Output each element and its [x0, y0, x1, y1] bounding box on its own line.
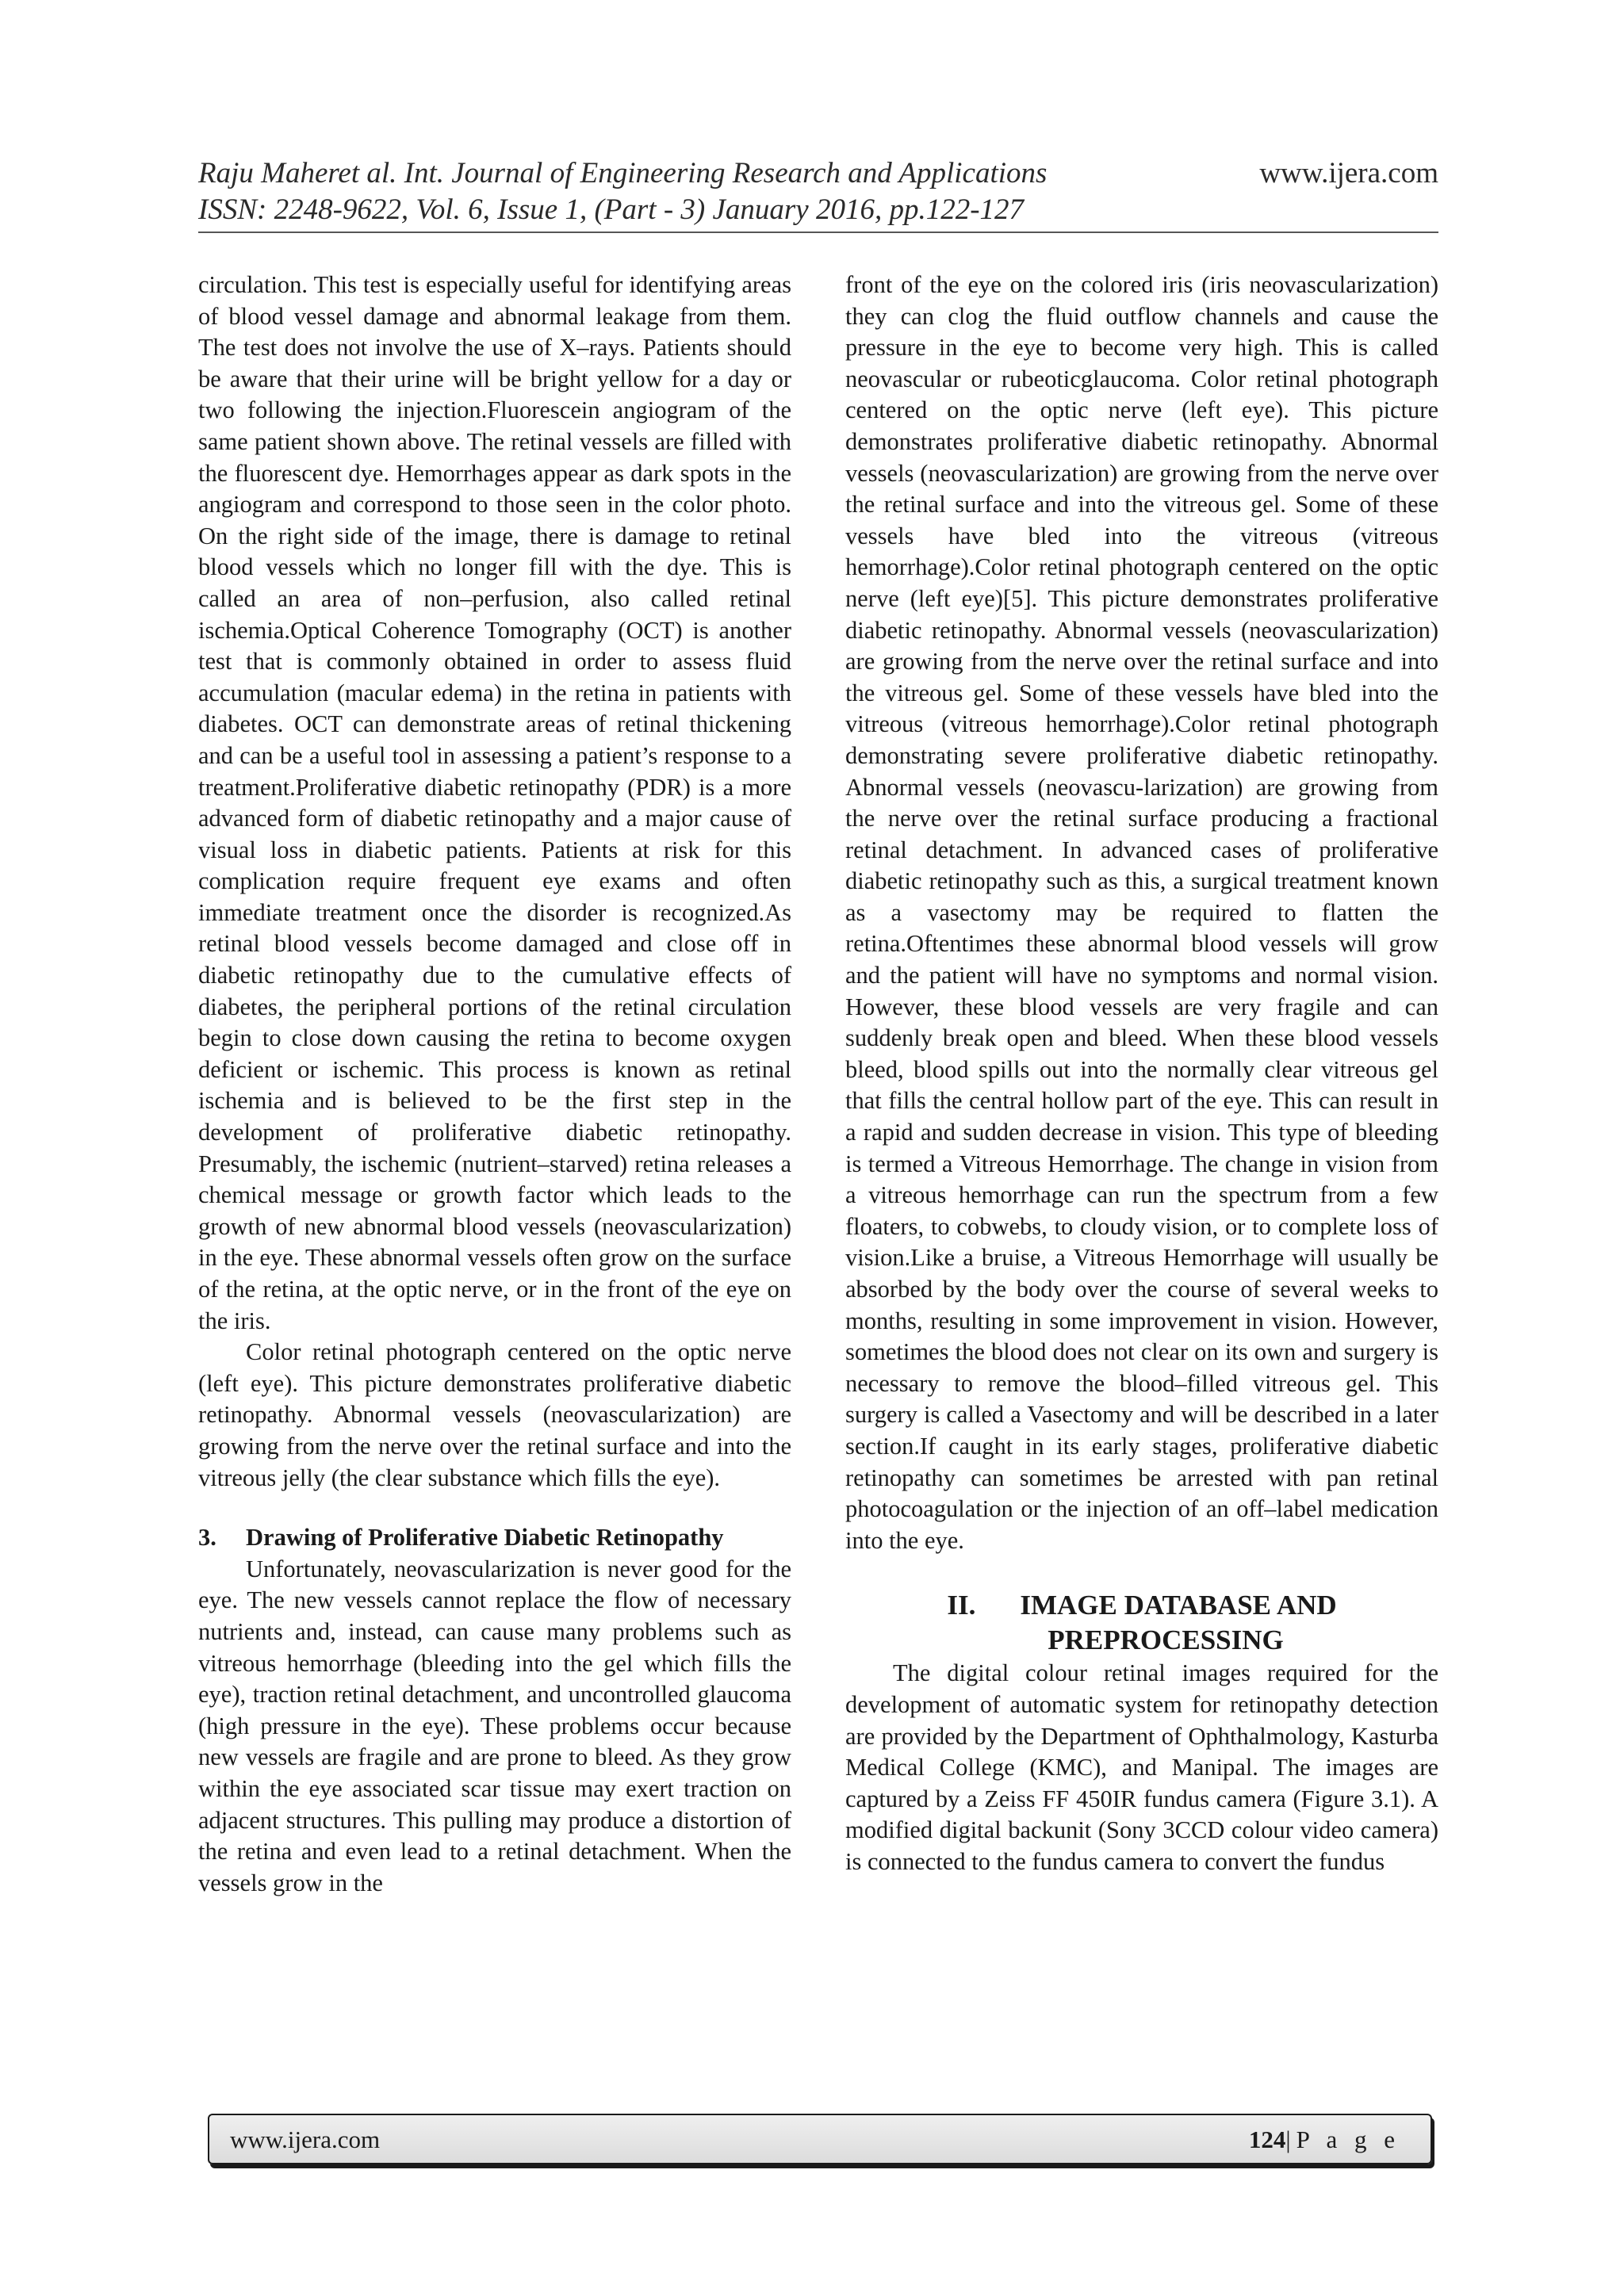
body-paragraph: The digital colour retinal images required for the development of automatic system for retinopathy detection are provided by the Department of Ophthalmology, Kasturba Medical College (KMC), and Manipal. The images are captured by a Zeiss FF 450IR fundus camera (Figure 3.1). A modified digital backunit (Sony 3CCD colour video camera) is connected to the fundus camera to convert the fundus	[845, 1659, 1438, 1875]
body-paragraph: Unfortunately, neovascularization is never good for the eye. The new vessels cannot replace the flow of necessary nutrients and, instead, can cause many problems such as vitreous hemorrhage (bleeding into the gel which fills the eye), traction retinal detachment, and uncontrolled glaucoma (high pressure in the eye). These problems occur because new vessels are fragile and are prone to bleed. As they grow within the eye associated scar tissue may exert traction on adjacent structures. This pulling may produce a distortion of the retina and even lead to a retinal detachment. When the vessels grow in the	[198, 1555, 791, 1896]
body-paragraph: circulation. This test is especially useful for identifying areas of blood vessel damage and abnormal leakage from them. The test does not involve the use of X–rays. Patients should be aware that their urine will be bright yellow for a day or two following the injection.Fluorescein angiogram of the same patient shown above. The retinal vessels are filled with the fluorescent dye. Hemorrhages appear as dark spots in the angiogram and correspond to those seen in the color photo. On the right side of the image, there is damage to retinal blood vessels which no longer fill with the dye. This is called an area of non–perfusion, also called retinal ischemia.Optical Coherence Tomography (OCT) is another test that is commonly obtained in order to assess fluid accumulation (macular edema) in the retina in patients with diabetes. OCT can demonstrate areas of retinal thickening and can be a useful tool in assessing a patient’s response to a treatment.Proliferative diabetic retinopathy (PDR) is a more advanced form of diabetic retinopathy and a major cause of visual loss in diabetic patients. Patients at risk for this complication require frequent eye exams and often immediate treatment once the disorder is recognized.As retinal blood vessels become damaged and close off in diabetic retinopathy due to the cumulative effects of diabetes, the peripheral portions of the retinal circulation begin to close down causing the retina to become oxygen deficient or ischemic. This process is known as retinal ischemia and is believed to be the first step in the development of proliferative diabetic retinopathy. Presumably, the ischemic (nutrient–starved) retina releases a chemical message or growth factor which leads to the growth of new abnormal blood vessels (neovascularization) in the eye. These abnormal vessels often grow on the surface of the retina, at the optic nerve, or in the front of the eye on the iris.	[198, 271, 791, 1334]
header-citation-line-1: Raju Maheret al. Int. Journal of Engineering Research and Applications	[198, 157, 1048, 189]
page-number: 124	[1248, 2126, 1286, 2153]
body-paragraph: front of the eye on the colored iris (iris neovascularization) they can clog the fluid outflow channels and cause the pressure in the eye to become very high. This is called neovascular or rubeoticglaucoma. Color retinal photograph centered on the optic nerve (left eye). This picture demonstrates proliferative diabetic retinopathy. Abnormal vessels (neovascularization) are growing from the nerve over the retinal surface and into the vitreous gel. Some of these vessels have bled into the vitreous (vitreous hemorrhage).Color retinal photograph centered on the optic nerve (left eye)[5]. This picture demonstrates proliferative diabetic retinopathy. Abnormal vessels (neovascularization) are growing from the nerve over the retinal surface and into the vitreous gel. Some of these vessels have bled into the vitreous (vitreous hemorrhage).Color retinal photograph demonstrating severe proliferative diabetic retinopathy. Abnormal vessels (neovascu-larization) are growing from the nerve over the retinal surface producing a fractional retinal detachment. In advanced cases of proliferative diabetic retinopathy such as this, a surgical treatment known as a vasectomy may be required to flatten the retina.Oftentimes these abnormal blood vessels will grow and the patient will have no symptoms and normal vision. However, these blood vessels are very fragile and can suddenly break open and bleed. When these blood vessels bleed, blood spills out into the normally clear vitreous gel that fills the central hollow part of the eye. This can result in a rapid and sudden decrease in vision. This type of bleeding is termed a Vitreous Hemorrhage. The change in vision from a vitreous hemorrhage can run the spectrum from a few floaters, to cobwebs, to cloudy vision, or to complete loss of vision.Like a bruise, a Vitreous Hemorrhage will usually be absorbed by the body over the course of several weeks to months, resulting in some improvement in vision. However, sometimes the blood does not clear on its own and surgery is necessary to remove the blood–filled vitreous gel. This surgery is called a Vasectomy and will be described in a later section.If caught in its early stages, proliferative diabetic retinopathy can sometimes be arrested with pan retinal photocoagulation or the injection of an off–label medication into the eye.	[845, 271, 1438, 1554]
header-divider	[198, 232, 1438, 233]
footer-page-indicator	[1249, 2125, 1400, 2155]
subsection-heading	[198, 1522, 791, 1554]
footer-journal-url[interactable]: www.ijera.com	[230, 2126, 381, 2153]
right-column	[845, 270, 1438, 1878]
running-header	[198, 155, 1438, 232]
section-number: II.	[947, 1590, 976, 1621]
header-journal-url[interactable]: www.ijera.com	[1259, 157, 1438, 189]
page-footer	[208, 2114, 1432, 2164]
section-title-line-1: IMAGE DATABASE AND	[1020, 1590, 1337, 1621]
subsection-number: 3.	[198, 1524, 216, 1552]
page-label: |P a g e	[1285, 2126, 1400, 2153]
header-citation-line-2: ISSN: 2248-9622, Vol. 6, Issue 1, (Part - 3) January 2016, pp.122-127	[198, 193, 1025, 226]
section-heading	[845, 1588, 1438, 1658]
section-title-line-2: PREPROCESSING	[1048, 1624, 1284, 1656]
subsection-title: Drawing of Proliferative Diabetic Retinopathy	[246, 1524, 724, 1552]
left-column	[198, 270, 791, 1899]
body-paragraph: Color retinal photograph centered on the optic nerve (left eye). This picture demonstrates proliferative diabetic retinopathy. Abnormal vessels (neovascularization) are growing from the nerve over the retinal surface and into the vitreous jelly (the clear substance which fills the eye).	[198, 1338, 791, 1491]
